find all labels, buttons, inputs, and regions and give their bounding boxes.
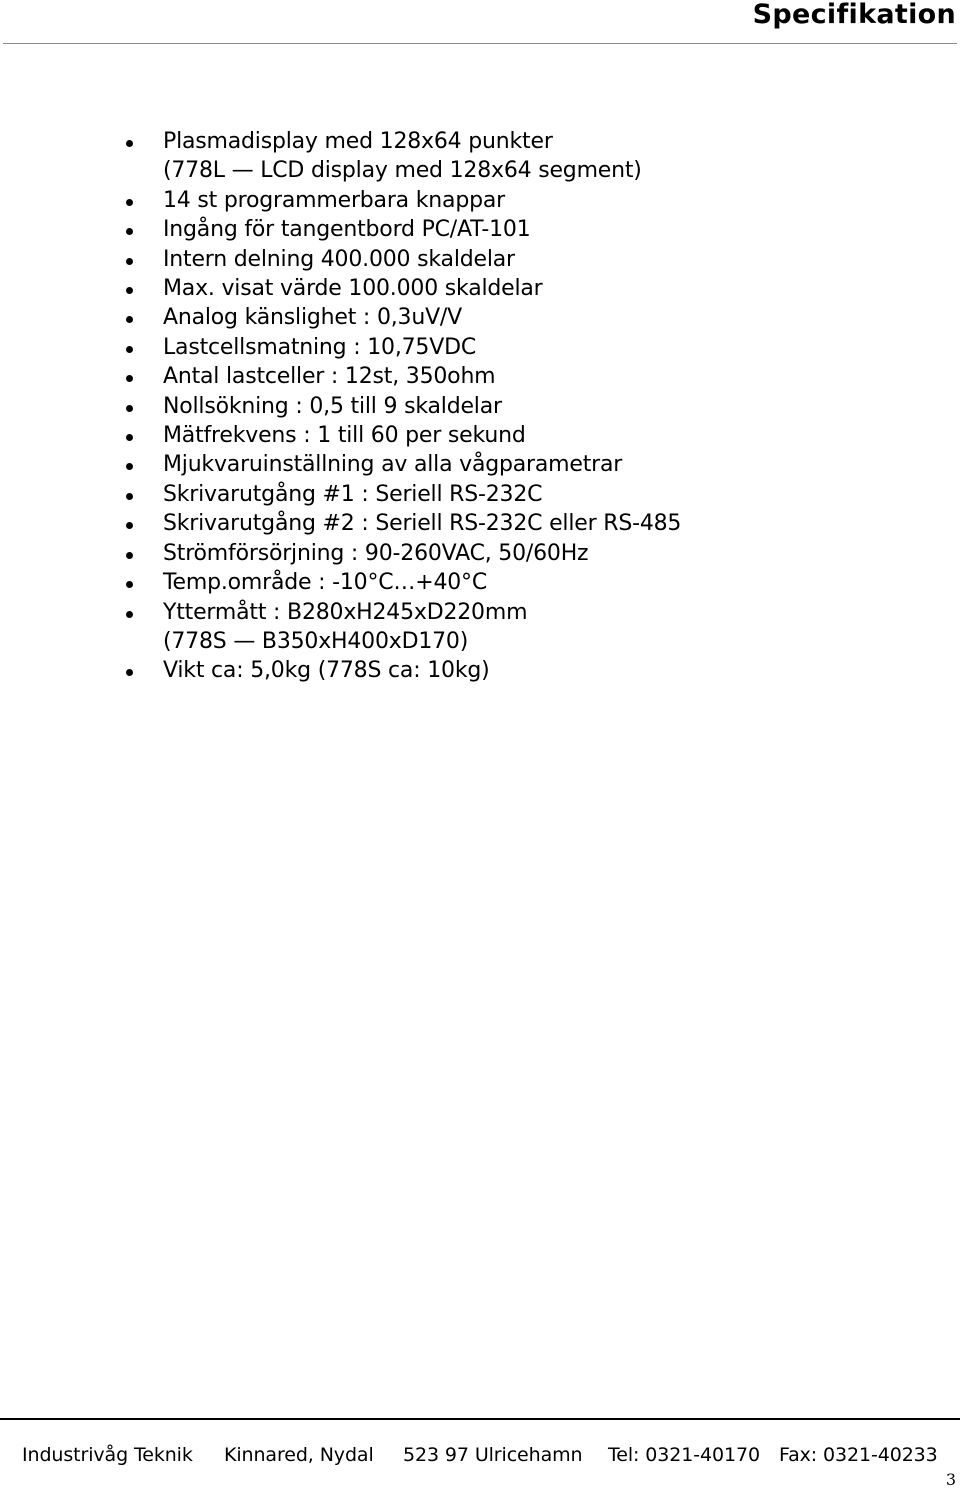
spec-item <box>0 480 681 509</box>
spec-item <box>0 333 681 362</box>
bullet-icon <box>126 140 133 147</box>
spec-item <box>0 303 681 332</box>
spec-item <box>0 274 681 303</box>
bullet-icon <box>126 611 133 618</box>
bullet-icon <box>126 463 133 470</box>
footer-phone: Tel: 0321-40170 <box>608 1444 760 1466</box>
header-divider <box>3 43 957 44</box>
spec-item <box>0 127 681 186</box>
bullet-icon <box>126 434 133 441</box>
spec-item <box>0 421 681 450</box>
bullet-icon <box>126 552 133 559</box>
spec-text: Ingång för tangentbord PC/AT-101 <box>163 217 531 243</box>
footer-fax: Fax: 0321-40233 <box>779 1444 938 1466</box>
spec-text: Plasmadisplay med 128x64 punkter <box>163 129 553 154</box>
spec-item <box>0 215 681 244</box>
page-header <box>0 0 960 46</box>
footer-address: Kinnared, Nydal <box>224 1444 374 1466</box>
spec-item <box>0 362 681 391</box>
spec-text: Nollsökning : 0,5 till 9 skaldelar <box>163 393 502 419</box>
spec-text: Antal lastceller : 12st, 350ohm <box>163 364 496 390</box>
bullet-icon <box>126 493 133 500</box>
footer-divider <box>0 1418 960 1420</box>
spec-text: Temp.område : -10°C…+40°C <box>163 570 488 596</box>
bullet-icon <box>126 375 133 382</box>
bullet-icon <box>126 316 133 323</box>
spec-item <box>0 568 681 597</box>
bullet-icon <box>126 346 133 353</box>
bullet-icon <box>126 228 133 235</box>
spec-item <box>0 598 681 657</box>
spec-text: Vikt ca: 5,0kg (778S ca: 10kg) <box>163 658 490 684</box>
spec-text: Yttermått : B280xH245xD220mm <box>163 599 528 625</box>
spec-subtext: (778L — LCD display med 128x64 segment) <box>163 158 642 184</box>
bullet-icon <box>126 258 133 265</box>
footer-company: Industrivåg Teknik <box>22 1444 193 1466</box>
bullet-icon <box>126 199 133 206</box>
footer-city: 523 97 Ulricehamn <box>403 1444 583 1466</box>
spec-item <box>0 539 681 568</box>
spec-text: Analog känslighet : 0,3uV/V <box>163 305 462 331</box>
spec-item <box>0 245 681 274</box>
bullet-icon <box>126 405 133 412</box>
bullet-icon <box>126 287 133 294</box>
page-number: 3 <box>945 1470 956 1489</box>
spec-text: Mätfrekvens : 1 till 60 per sekund <box>163 423 526 449</box>
bullet-icon <box>126 522 133 529</box>
spec-item <box>0 656 681 685</box>
spec-text: 14 st programmerbara knappar <box>163 187 505 213</box>
spec-text: Mjukvaruinställning av alla vågparametrar <box>163 452 623 478</box>
spec-text: Lastcellsmatning : 10,75VDC <box>163 334 476 360</box>
spec-subtext: (778S — B350xH400xD170) <box>163 628 469 654</box>
spec-item <box>0 450 681 479</box>
page-title: Specifikation <box>752 0 956 30</box>
bullet-icon <box>126 669 133 676</box>
spec-item <box>0 392 681 421</box>
bullet-icon <box>126 581 133 588</box>
spec-text: Max. visat värde 100.000 skaldelar <box>163 276 543 302</box>
spec-text: Skrivarutgång #2 : Seriell RS-232C eller RS-485 <box>163 511 682 537</box>
page-footer <box>0 1418 960 1488</box>
spec-text: Intern delning 400.000 skaldelar <box>163 246 515 272</box>
spec-item <box>0 186 681 215</box>
specification-list <box>0 127 681 686</box>
spec-text: Skrivarutgång #1 : Seriell RS-232C <box>163 481 543 507</box>
spec-text: Strömförsörjning : 90-260VAC, 50/60Hz <box>163 540 589 566</box>
spec-item <box>0 509 681 538</box>
